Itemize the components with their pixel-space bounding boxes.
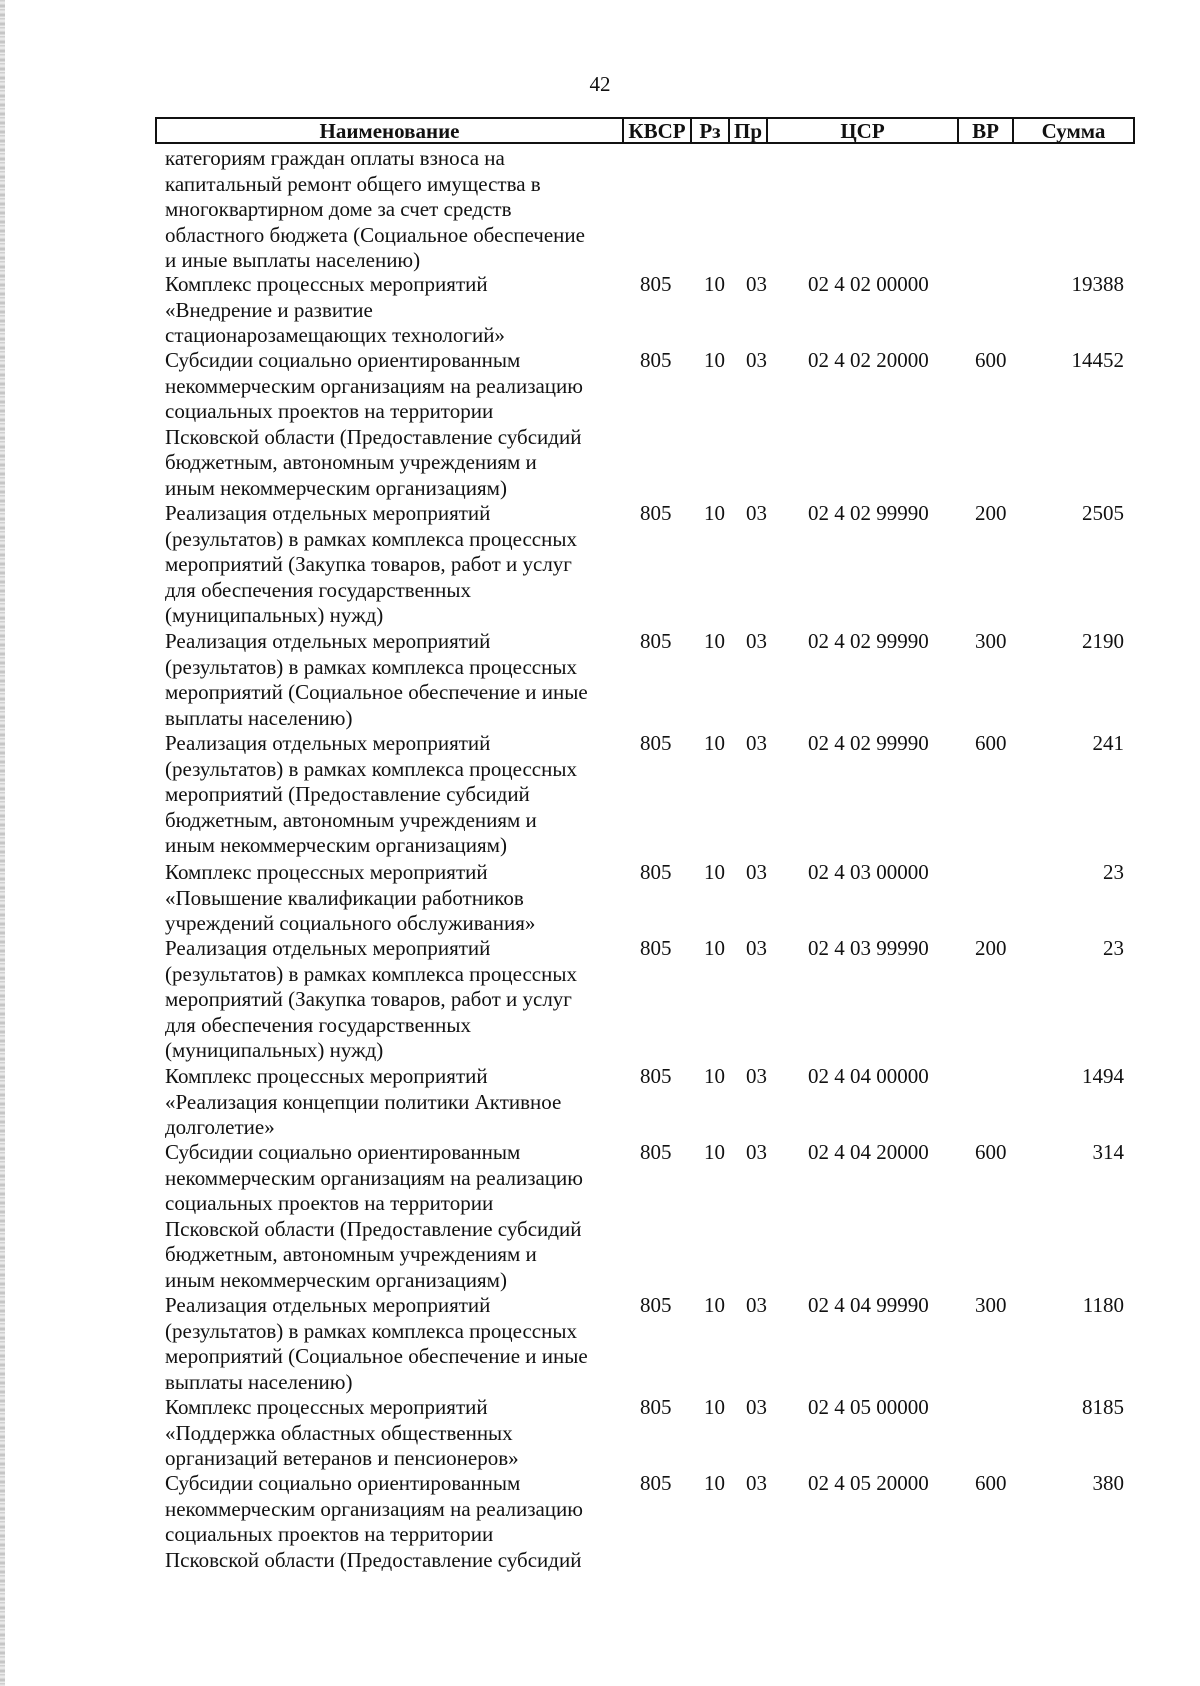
row-csr: 02 4 03 99990 xyxy=(808,936,929,960)
row-csr: 02 4 04 00000 xyxy=(808,1064,929,1088)
row-name: Субсидии социально ориентированным некоммерческим организациям на реализацию социальных проектов на территории Псковской области (Предоставление субсидий бюджетным, автономным учреждениям и иным некоммерческим организациям) xyxy=(165,348,583,500)
header-pr: Пр xyxy=(733,119,762,143)
row-sum: 14452 xyxy=(1071,348,1124,372)
row-name: Комплекс процессных мероприятий «Повышение квалификации работников учреждений социального обслуживания» xyxy=(165,860,536,935)
row-kvsr: 805 xyxy=(640,1140,672,1164)
row-rz: 10 xyxy=(704,1293,725,1317)
row-kvsr: 805 xyxy=(640,1395,672,1419)
row-name: Комплекс процессных мероприятий «Реализация концепции политики Активное долголетие» xyxy=(165,1064,562,1139)
header-name: Наименование xyxy=(319,119,460,143)
header-rz: Рз xyxy=(699,119,721,143)
row-pr: 03 xyxy=(746,272,767,296)
row-vr: 600 xyxy=(975,731,1007,755)
row-sum: 380 xyxy=(1092,1471,1124,1495)
row-vr: 200 xyxy=(975,501,1007,525)
row-kvsr: 805 xyxy=(640,860,672,884)
row-csr: 02 4 03 00000 xyxy=(808,860,929,884)
row-sum: 241 xyxy=(1092,731,1124,755)
row-rz: 10 xyxy=(704,348,725,372)
row-csr: 02 4 05 00000 xyxy=(808,1395,929,1419)
header-kvsr: КВСР xyxy=(628,119,686,143)
row-pr: 03 xyxy=(746,1395,767,1419)
row-name: Субсидии социально ориентированным некоммерческим организациям на реализацию социальных проектов на территории Псковской области (Предоставление субсидий xyxy=(165,1471,583,1572)
row-name: Реализация отдельных мероприятий (результатов) в рамках комплекса процессных мероприятий (Закупка товаров, работ и услуг для обеспечения государственных (муниципальных) нужд) xyxy=(165,936,577,1062)
header-sum: Сумма xyxy=(1041,119,1106,143)
row-name: Реализация отдельных мероприятий (результатов) в рамках комплекса процессных мероприятий (Социальное обеспечение и иные выплаты населению) xyxy=(165,1293,588,1394)
row-csr: 02 4 02 99990 xyxy=(808,629,929,653)
row-vr: 600 xyxy=(975,1471,1007,1495)
row-csr: 02 4 02 00000 xyxy=(808,272,929,296)
row-rz: 10 xyxy=(704,1140,725,1164)
row-pr: 03 xyxy=(746,1064,767,1088)
row-rz: 10 xyxy=(704,860,725,884)
row-rz: 10 xyxy=(704,272,725,296)
row-rz: 10 xyxy=(704,731,725,755)
row-rz: 10 xyxy=(704,629,725,653)
row-pr: 03 xyxy=(746,1471,767,1495)
row-vr: 600 xyxy=(975,348,1007,372)
row-pr: 03 xyxy=(746,629,767,653)
row-pr: 03 xyxy=(746,501,767,525)
row-sum: 8185 xyxy=(1082,1395,1124,1419)
row-rz: 10 xyxy=(704,1395,725,1419)
row-csr: 02 4 02 99990 xyxy=(808,731,929,755)
row-rz: 10 xyxy=(704,936,725,960)
row-sum: 314 xyxy=(1092,1140,1124,1164)
continuation-text: категориям граждан оплаты взноса на капитальный ремонт общего имущества в многоквартирном доме за счет средств областного бюджета (Социальное обеспечение и иные выплаты населению) xyxy=(165,146,585,272)
row-sum: 23 xyxy=(1103,860,1124,884)
row-vr: 200 xyxy=(975,936,1007,960)
row-pr: 03 xyxy=(746,731,767,755)
row-rz: 10 xyxy=(704,1064,725,1088)
row-kvsr: 805 xyxy=(640,1293,672,1317)
row-kvsr: 805 xyxy=(640,348,672,372)
row-pr: 03 xyxy=(746,1293,767,1317)
row-name: Комплекс процессных мероприятий «Внедрение и развитие стационарозамещающих технологий» xyxy=(165,272,505,347)
row-sum: 1180 xyxy=(1082,1293,1124,1317)
row-vr: 600 xyxy=(975,1140,1007,1164)
row-sum: 2505 xyxy=(1082,501,1124,525)
row-csr: 02 4 04 99990 xyxy=(808,1293,929,1317)
row-pr: 03 xyxy=(746,860,767,884)
row-kvsr: 805 xyxy=(640,936,672,960)
table-header xyxy=(155,117,1135,144)
row-vr: 300 xyxy=(975,1293,1007,1317)
row-rz: 10 xyxy=(704,1471,725,1495)
row-name: Комплекс процессных мероприятий «Поддержка областных общественных организаций ветеранов и пенсионеров» xyxy=(165,1395,519,1470)
row-csr: 02 4 02 20000 xyxy=(808,348,929,372)
row-name: Реализация отдельных мероприятий (результатов) в рамках комплекса процессных мероприятий (Закупка товаров, работ и услуг для обеспечения государственных (муниципальных) нужд) xyxy=(165,501,577,627)
row-pr: 03 xyxy=(746,348,767,372)
row-pr: 03 xyxy=(746,1140,767,1164)
row-sum: 23 xyxy=(1103,936,1124,960)
row-pr: 03 xyxy=(746,936,767,960)
row-kvsr: 805 xyxy=(640,731,672,755)
row-sum: 19388 xyxy=(1071,272,1124,296)
row-name: Субсидии социально ориентированным некоммерческим организациям на реализацию социальных проектов на территории Псковской области (Предоставление субсидий бюджетным, автономным учреждениям и иным некоммерческим организациям) xyxy=(165,1140,583,1292)
row-sum: 1494 xyxy=(1082,1064,1124,1088)
row-csr: 02 4 05 20000 xyxy=(808,1471,929,1495)
row-kvsr: 805 xyxy=(640,1471,672,1495)
row-kvsr: 805 xyxy=(640,629,672,653)
scan-edge xyxy=(0,0,5,1686)
row-kvsr: 805 xyxy=(640,1064,672,1088)
header-vr: ВР xyxy=(972,119,999,143)
header-csr: ЦСР xyxy=(840,119,885,143)
page-number: 42 xyxy=(589,72,611,96)
row-sum: 2190 xyxy=(1082,629,1124,653)
row-csr: 02 4 02 99990 xyxy=(808,501,929,525)
row-name: Реализация отдельных мероприятий (результатов) в рамках комплекса процессных мероприятий (Предоставление субсидий бюджетным, автономным учреждениям и иным некоммерческим организациям) xyxy=(165,731,577,857)
row-name: Реализация отдельных мероприятий (результатов) в рамках комплекса процессных мероприятий (Социальное обеспечение и иные выплаты населению) xyxy=(165,629,588,730)
row-kvsr: 805 xyxy=(640,501,672,525)
row-vr: 300 xyxy=(975,629,1007,653)
row-csr: 02 4 04 20000 xyxy=(808,1140,929,1164)
row-rz: 10 xyxy=(704,501,725,525)
row-kvsr: 805 xyxy=(640,272,672,296)
